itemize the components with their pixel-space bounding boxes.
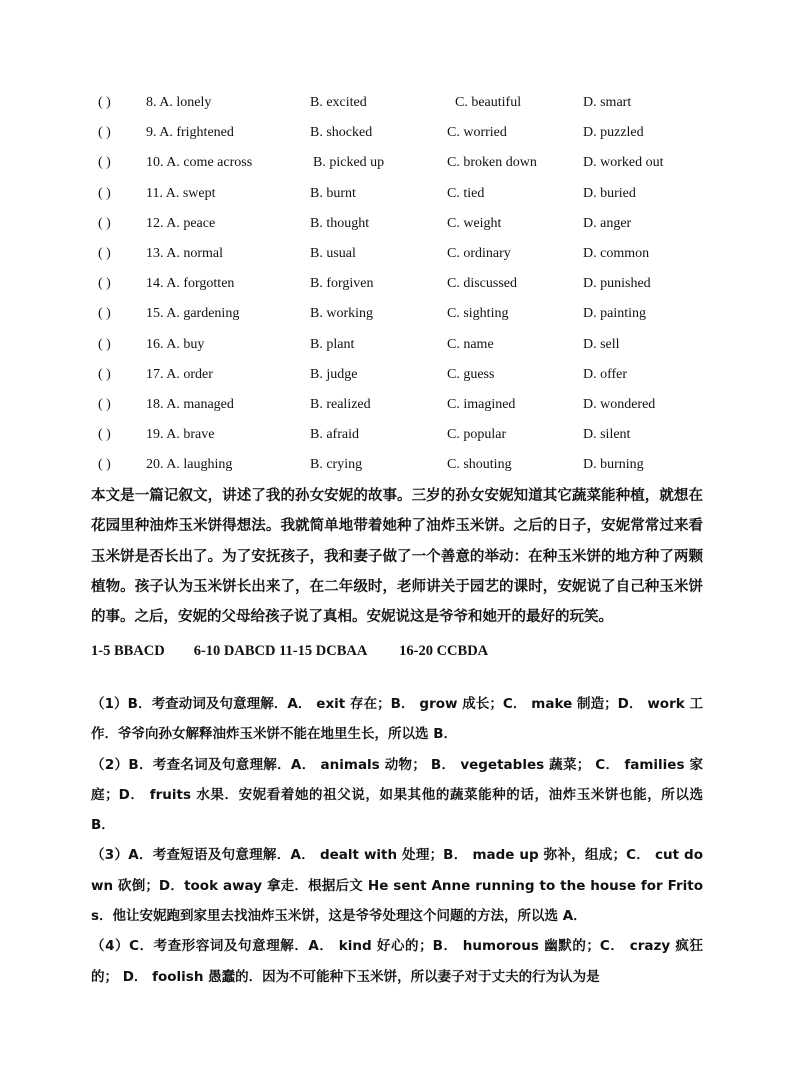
option-c: C. guess (447, 366, 495, 382)
answer-blank: ( ) (98, 396, 111, 412)
answer-blank: ( ) (98, 336, 111, 352)
question-row (98, 269, 718, 299)
answer-key: 1-5 BBACD 6-10 DABCD 11-15 DCBAA 16-20 CCBDA (91, 643, 489, 659)
option-a: 9. A. frightened (146, 125, 234, 141)
answer-blank: ( ) (98, 185, 111, 201)
answer-explanations (91, 689, 703, 992)
explanation-4: （4）C．考查形容词及句意理解．A． kind 好心的；B． humorous 幽默的；C． crazy 疯狂的； D． foolish 愚蠢的．因为不可能种下玉米饼，所以妻子对于丈夫的行为认为是 (91, 938, 703, 985)
option-a: 17. A. order (146, 366, 213, 382)
option-b: B. excited (310, 95, 367, 110)
option-d: D. offer (583, 366, 628, 382)
option-b: B. afraid (310, 427, 359, 443)
option-a: 20. A. laughing (146, 457, 233, 473)
option-a: 12. A. peace (146, 215, 216, 231)
answer-blank: ( ) (98, 125, 111, 141)
question-row (98, 88, 718, 118)
option-a: 19. A. brave (146, 427, 215, 443)
question-list (98, 88, 718, 480)
option-b: B. crying (310, 457, 363, 473)
question-row (98, 209, 718, 239)
option-c: C. broken down (447, 155, 537, 171)
explanation-3: （3）A．考查短语及句意理解．A． dealt with 处理；B． made up 弥补，组成；C． cut down 砍倒；D．took away 拿走．根据后文 He sent Anne running to the house for Fritos．他让安妮跑到家里去找油炸玉米饼，这是爷爷处理这个问题的方法，所以选 A． (91, 847, 703, 925)
question-row (98, 179, 718, 209)
option-c: C. shouting (447, 457, 512, 473)
explanation-1: （1）B．考查动词及句意理解．A． exit 存在；B． grow 成长；C． make 制造；D． work 工作．爷爷向孙女解释油炸玉米饼不能在地里生长，所以选 B． (91, 696, 703, 743)
option-b: B. working (310, 306, 373, 322)
answer-blank: ( ) (98, 366, 111, 382)
answer-blank: ( ) (98, 427, 111, 443)
option-c: C. popular (447, 427, 507, 443)
option-d: D. sell (583, 336, 620, 352)
answer-blank: ( ) (98, 155, 111, 171)
option-c: C. name (447, 336, 494, 352)
option-a: 16. A. buy (146, 336, 205, 352)
option-c: C. worried (447, 125, 507, 141)
answer-blank: ( ) (98, 457, 111, 473)
option-b: B. forgiven (310, 276, 374, 292)
question-row (98, 450, 718, 480)
option-d: D. painting (583, 306, 646, 322)
option-b: B. plant (310, 336, 355, 352)
question-row (98, 239, 718, 269)
answer-blank: ( ) (98, 245, 111, 261)
option-b: B. realized (310, 396, 371, 412)
option-d: D. smart (583, 95, 632, 110)
option-d: D. anger (583, 215, 632, 231)
option-d: D. wondered (583, 396, 656, 412)
answer-blank: ( ) (98, 306, 111, 322)
option-c: C. sighting (447, 306, 509, 322)
question-row (98, 148, 718, 178)
option-a: 10. A. come across (146, 155, 253, 171)
option-d: D. burning (583, 457, 644, 473)
question-row (98, 118, 718, 148)
option-c: C. discussed (447, 276, 517, 292)
option-d: D. common (583, 245, 650, 261)
explanation-2: （2）B．考查名词及句意理解．A． animals 动物； B． vegetables 蔬菜； C． families 家庭；D． fruits 水果．安妮看着她的祖父说，如果其他的蔬菜能种的话，油炸玉米饼也能，所以选 B． (91, 756, 703, 834)
option-d: D. silent (583, 427, 631, 443)
option-a: 14. A. forgotten (146, 276, 235, 292)
question-row (98, 299, 718, 329)
option-b: B. picked up (313, 155, 385, 171)
option-d: D. puzzled (583, 125, 644, 141)
option-c: C. weight (447, 215, 502, 231)
option-c: C. tied (447, 185, 485, 201)
option-b: B. thought (310, 215, 370, 231)
option-d: D. worked out (583, 155, 664, 171)
option-d: D. buried (583, 185, 636, 201)
passage-summary (91, 481, 703, 632)
question-row (98, 330, 718, 360)
option-a: 13. A. normal (146, 245, 223, 261)
question-row (98, 420, 718, 450)
option-b: B. shocked (310, 125, 373, 141)
summary-paragraph: 本文是一篇记叙文，讲述了我的孙女安妮的故事。三岁的孙女安妮知道其它蔬菜能种植，就想在花园里种油炸玉米饼得想法。我就简单地带着她种了油炸玉米饼。之后的日子，安妮常常过来看玉米饼是否长出了。为了安抚孩子，我和妻子做了一个善意的举动：在种玉米饼的地方种了两颗植物。孩子认为玉米饼长出来了，在二年级时，老师讲关于园艺的课时，安妮说了自己种玉米饼的事。之后，安妮的父母给孩子说了真相。安妮说这是爷爷和她开的最好的玩笑。 (91, 488, 703, 626)
answer-blank: ( ) (98, 276, 111, 292)
answer-blank: ( ) (98, 215, 111, 231)
option-a: 15. A. gardening (146, 306, 240, 322)
question-row (98, 360, 718, 390)
option-d: D. punished (583, 276, 651, 292)
option-c: C. beautiful (455, 95, 522, 110)
option-c: C. ordinary (447, 245, 511, 261)
answer-blank: ( ) (98, 95, 111, 110)
option-b: B. burnt (310, 185, 356, 201)
option-a: 8. A. lonely (146, 95, 212, 110)
option-a: 11. A. swept (146, 185, 216, 201)
option-a: 18. A. managed (146, 396, 234, 412)
option-b: B. usual (310, 245, 356, 261)
option-b: B. judge (310, 366, 358, 382)
question-row (98, 390, 718, 420)
option-c: C. imagined (447, 396, 516, 412)
